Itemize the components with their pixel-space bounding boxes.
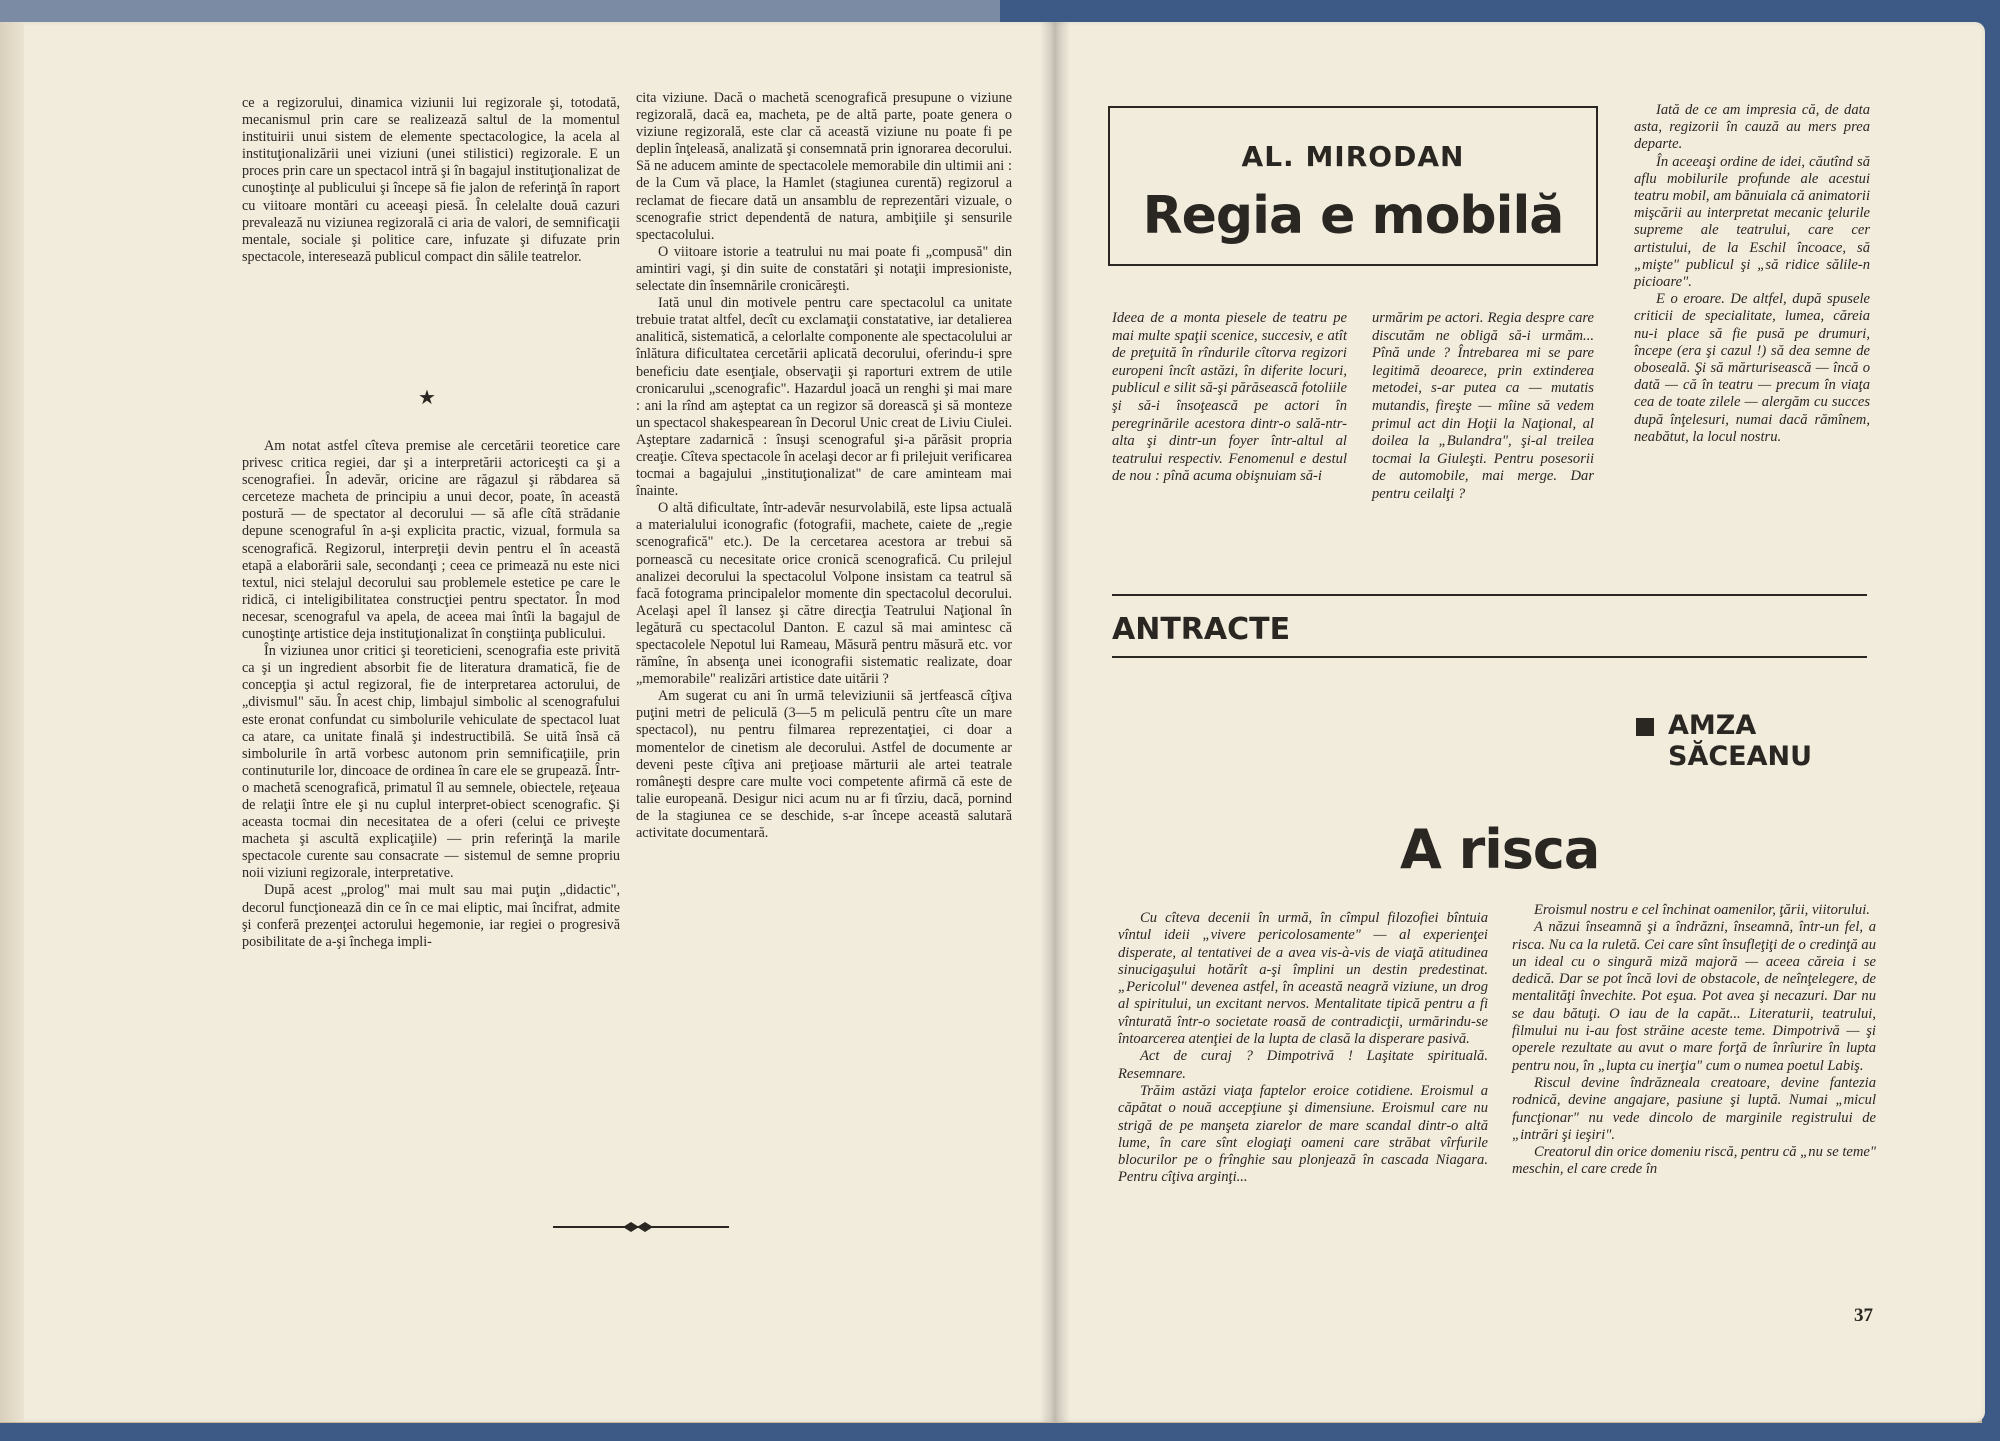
paragraph: Creatorul din orice domeniu riscă, pentru că „nu se teme" meschin, el care crede în — [1512, 1144, 1877, 1178]
paragraph: Am sugerat cu ani în urmă televiziunii să jertfească cîţiva puţini metri de peliculă (3—5 m peliculă pentru cîte un mare spectacol), nu pentru filmarea reprezentaţiei, ci doar a momentelor de cinetism ale decorului. Astfel de documente ar deveni peste cîţiva ani preţioase mărturii ale artei teatrale româneşti despre care multe voci competente afirmă că este de talie europeană. Desigur nici acum nu ar fi tîrziu, dacă, pornind de la stagiunea ce se deschide, s-ar începe această salutară activitate documentară. — [636, 688, 1012, 842]
left-col1-bottom — [242, 438, 620, 951]
page-number: 37 — [1854, 1305, 1873, 1326]
section-title: ANTRACTE — [1112, 612, 1291, 647]
book-binding-bottom — [0, 1423, 2000, 1441]
author-first-name: AMZA — [1668, 710, 1757, 741]
star-separator: ★ — [418, 387, 436, 409]
paragraph: Am notat astfel cîteva premise ale cercetării teoretice care privesc critica regiei, dar şi a interpretării actoriceşti ca şi a scenografiei. În adevăr, oricine are răgazul şi răbdarea să cerceteze macheta de principiu a unui decor, poate, în această postură — de spectator al decorului — să afle cîtă strădanie depune scenograful în a-şi explicita practic, vizual, formula sa scenografică. Regizorul, interpreţii devin pentru el în această etapă a elaborării sale, secondanţi ; ceea ce primează nu este nici textul, nici stelajul decorului sau problemele estetice pe care le ridică, ci inteligibilitatea construcţiei pentru spectator. În mod necesar, scenograful va apela, de aceea mai întîi la bagajul de cunoştinţe artistice deja instituţionalizat în conştiinţa publicului. — [242, 438, 620, 643]
article2-col1 — [1118, 910, 1488, 1187]
article2-col2 — [1512, 902, 1876, 1179]
ornament-divider — [553, 1220, 729, 1234]
paragraph: O viitoare istorie a teatrului nu mai poate fi „compusă" din amintiri vagi, şi din suite de constatări şi notaţii impresioniste, selectate din însemnările cronicăreşti. — [636, 243, 1012, 295]
paragraph: Riscul devine îndrăzneala creatoare, devine fantezia rodnică, devine angajare, pasiune şi luptă. Numai „micul funcţionar" nu vede dincolo de marginile registrului de „intrări şi ieşiri". — [1512, 1074, 1876, 1143]
paragraph: O altă dificultate, într-adevăr nesurvolabilă, este lipsa actuală a materialului iconografic (fotografii, machete, caiete de „regie scenografică" etc.). De la cercetarea acestora ar trebui să pornească cu necesitate orice cronică scenografică. Cu prilejul analizei decorului la spectacolul Volpone insistam ca teatrul să facă fotograma principalelor momente din spectacolul decorului. Acelaşi apel îl lansez şi către direcţia Teatrului Naţional în legătură cu spectacolul Danton. E cazul să mai amintesc că spectacolele Nepotul lui Rameau, Măsură pentru măsură etc. vor rămîne, în absenţa unei iconografii sistematic realizate, doar „memorabile" realizări artistice date uitării ? — [636, 500, 1012, 688]
paragraph: E o eroare. De altfel, după spusele criticii de specialitate, lumea, căreia nu-i place să fie pusă pe drumuri, începe (era şi cazul !) să dea semne de oboseală. Şi să mărturisească — încă o dată — că în teatru — precum în viaţa cea de toate zilele — alergăm cu succes după înţelesuri, numai dacă rămînem, neabătut, la locul nostru. — [1634, 291, 1870, 445]
article-title-box — [1108, 106, 1598, 266]
author-last-name: SĂCEANU — [1668, 741, 1813, 772]
paragraph: Trăim astăzi viaţa faptelor eroice cotidiene. Eroismul a căpătat o nouă accepţiune şi dimensiune. Eroismul care nu strigă de pe manşeta ziarelor de mare scandal dintr-o altă lume, în care sînt elogiaţi oameni care străbat vîrfurile blocurilor pe o frînghie sau plonjează în cascada Niagara. Pentru cîţiva arginţi... — [1118, 1082, 1488, 1186]
article1-col1 — [1112, 310, 1347, 486]
left-col2 — [636, 90, 1012, 842]
article1-col3 — [1634, 102, 1870, 446]
paragraph: După acest „prolog" mai mult sau mai puţin „didactic", decorul funcţionează din ce în ce mai eliptic, mai încifrat, admite şi conferă prezenţei actorului hegemonie, iar regiei o progresivă posibilitate de a-şi închega impli- — [242, 882, 620, 950]
paragraph: În aceeaşi ordine de idei, căutînd să aflu mobilurile profunde ale acestui teatru mobil, am bănuiala că animatorii mişcării au interpretat mecanic ţelurile supreme ale teatrului, care cer artistului, de la Eschil încoace, să „mişte" publicul şi „să ridice sălile-n picioare". — [1634, 153, 1870, 291]
section-rule-top — [1112, 594, 1867, 596]
paragraph: cita viziune. Dacă o machetă scenografică presupune o viziune regizorală, dacă ea, macheta, pe de altă parte, poate genera o viziune regizorală, este clar că această viziune nu poate fi pe deplin înţeleasă, analizată şi consemnată prin ignorarea decorului. Să ne aducem aminte de spectacolele memorabile din ultimii ani : de la Cum vă place, la Hamlet (stagiunea curentă) regizorul a reclamat de fiecare dată un ansamblu de reprezentări vizuale, o scenografie strict dependentă de natura, ambiţiile şi sensurile spectacolului. — [636, 90, 1012, 243]
paragraph: Cu cîteva decenii în urmă, în cîmpul filozofiei bîntuia vîntul ideii „vivere pericolosamente" — al experienţei disperate, al tentativei de a avea vis-à-vis de viaţă atitudinea sinucigaşului hotărît a-şi împlini un destin predestinat. „Pericolul" devenea astfel, în această neagră viziune, un drog al spiritului, un excitant nervos. Mentalitate tipică pentru a fi vînturată într-o societate roasă de contradicţii, urmărindu-se întoarcerea atenţiei de la lupta de clasă la disperare pasivă. — [1118, 910, 1488, 1048]
paragraph: Ideea de a monta piesele de teatru pe mai multe spaţii scenice, succesiv, e atît de preţuită în rîndurile cîtorva regizori europeni încît astăzi, în diferite locuri, publicul e silit să-şi părăsească fotoliile şi să-i însoţească pe actori în peregrinările acestora dintr-o sală-ntr-alta şi dintr-un foyer într-altul al teatrului respectiv. Fenomenul e destul de nou : pînă acuma obişnuiam să-i — [1112, 310, 1347, 485]
paragraph: urmărim pe actori. Regia desprе care discutăm ne obligă să-i urmăm... Pînă unde ? Întrebarea mi se pare legitimă deoarece, prin extinderea metodei, s-ar putea ca — mutatis mutandis, fireşte — mîine să vedem primul act din Hoţii la Naţional, al doilea la „Bulandra", şi-al treilea tocmai la Giuleşti. Pentru posesorii de automobile, mai merge. Dar pentru ceilalţi ? — [1372, 310, 1594, 502]
paragraph: ce a regizorului, dinamica viziunii lui regizorale şi, totodată, mecanismul prin care se realizează saltul de la momentul instituirii unui sistem de elemente spectacologice, la acela al instituţionalizării unei viziuni (unei stilistici) regizorale. E un proces prin care un spectacol intră şi în bagajul instituţionalizat de cunoştinţe al publicului şi începe să fie jalon de referinţă în raport cu viitoare montări cu aceeaşi piesă. În celelalte două cazuri prevalează nu viziunea regizorală ci aria de valori, de semnificaţii mentale, sociale şi politice care, infuzate şi difuzate prin spectacole, interesează publicul compact din sălile teatrelor. — [242, 95, 620, 265]
paragraph: Iată unul din motivele pentru care spectacolul ca unitate trebuie tratat altfel, decît cu exclamaţii constatative, iar detalierea analitică, sistematică, a celorlalte componente ale spectacolului ar înlătura dificultatea cercetării aplicată decorului, oferindu-i spre beneficiu date esenţiale, observaţii şi raporturi extrem de utile cronicarului „scenografic". Hazardul joacă un renghi şi mai mare : ani la rînd am aşteptat ca un regizor să dorească şi să monteze un spectacol shakespearean în Decorul Unic creat de Liviu Ciulei. Aşteptare zadarnică : însuşi scenograful şi-a părăsit propria creaţie. Cîteva spectacole în acelaşi decor ar fi prilejuit verificarea tocmai a bagajului „instituţionalizat" de care aminteam mai înainte. — [636, 295, 1012, 500]
paragraph: Act de curaj ? Dimpotrivă ! Laşitate spirituală. Resemnare. — [1118, 1048, 1488, 1082]
section-rule-bottom — [1112, 656, 1867, 658]
page-gutter — [1040, 22, 1070, 1422]
article1-col2 — [1372, 310, 1594, 504]
author-bullet — [1636, 718, 1654, 736]
paragraph: Eroismul nostru e cel închinat oamenilor, ţării, viitorului. — [1534, 902, 1870, 918]
paragraph: Iată de ce am impresia că, de data asta, regizorii în cauză au mers prea departe. — [1634, 102, 1870, 153]
article2-title: A risca — [1400, 818, 1600, 881]
article2-author — [1668, 710, 1868, 772]
left-col1-top — [242, 95, 620, 266]
article-title: Regia e mobilă — [1142, 186, 1564, 246]
article-author: AL. MIRODAN — [1241, 140, 1465, 173]
paragraph: În viziunea unor critici şi teoreticieni, scenografia este privită ca şi un ingredient absorbit fie de literatura dramatică, fie de concepţia şi actul regizoral, fie de interpretarea actorului, de „divismul" său. În acest chip, limbajul simbolic al scenografului este eronat confundat cu simbolurile vehiculate de spectacol luat ca atare, ca unitate finală şi indestructibilă. Se uită însă că simbolurile în artă vorbesc autonom prin semnificaţiile, prin continuturile lor, dincoace de ordinea în care ele se grupează. Într-o machetă scenografică, primatul îl au semnele, obiectele, reţeaua de relaţii între ele şi nu cuplul interpret-obiect scenografic. Şi aceasta tocmai din necesitatea de a oferi (celui ce priveşte macheta şi ascultă explicaţiile) — prin referinţă la marile spectacole curente sau consacrate — sistemul de semne propriu noii viziuni regizorale, interpretative. — [242, 643, 620, 882]
paragraph: A năzui înseamnă şi a îndrăzni, înseamnă, într-un fel, a risca. Nu ca la ruletă. Cei care sînt însufleţiţi de o credinţă au un ideal cu o singură miză majoră — aceea căreia i se dedică. Dar se pot încă lovi de obstacole, de neînţelegere, de mentalităţi învechite. Pot eşua. Pot avea şi necazuri. Dar nu se dau bătuţi. O iau de la capăt... Literaturii, teatrului, filmului nu i-au fost străine aceste teme. Dimpotrivă — şi operele rezultate au avut o mare forţă de înrîurire în lupta pentru nou, în „lupta cu inerţia" cum o numea poetul Labiş. — [1512, 919, 1876, 1074]
